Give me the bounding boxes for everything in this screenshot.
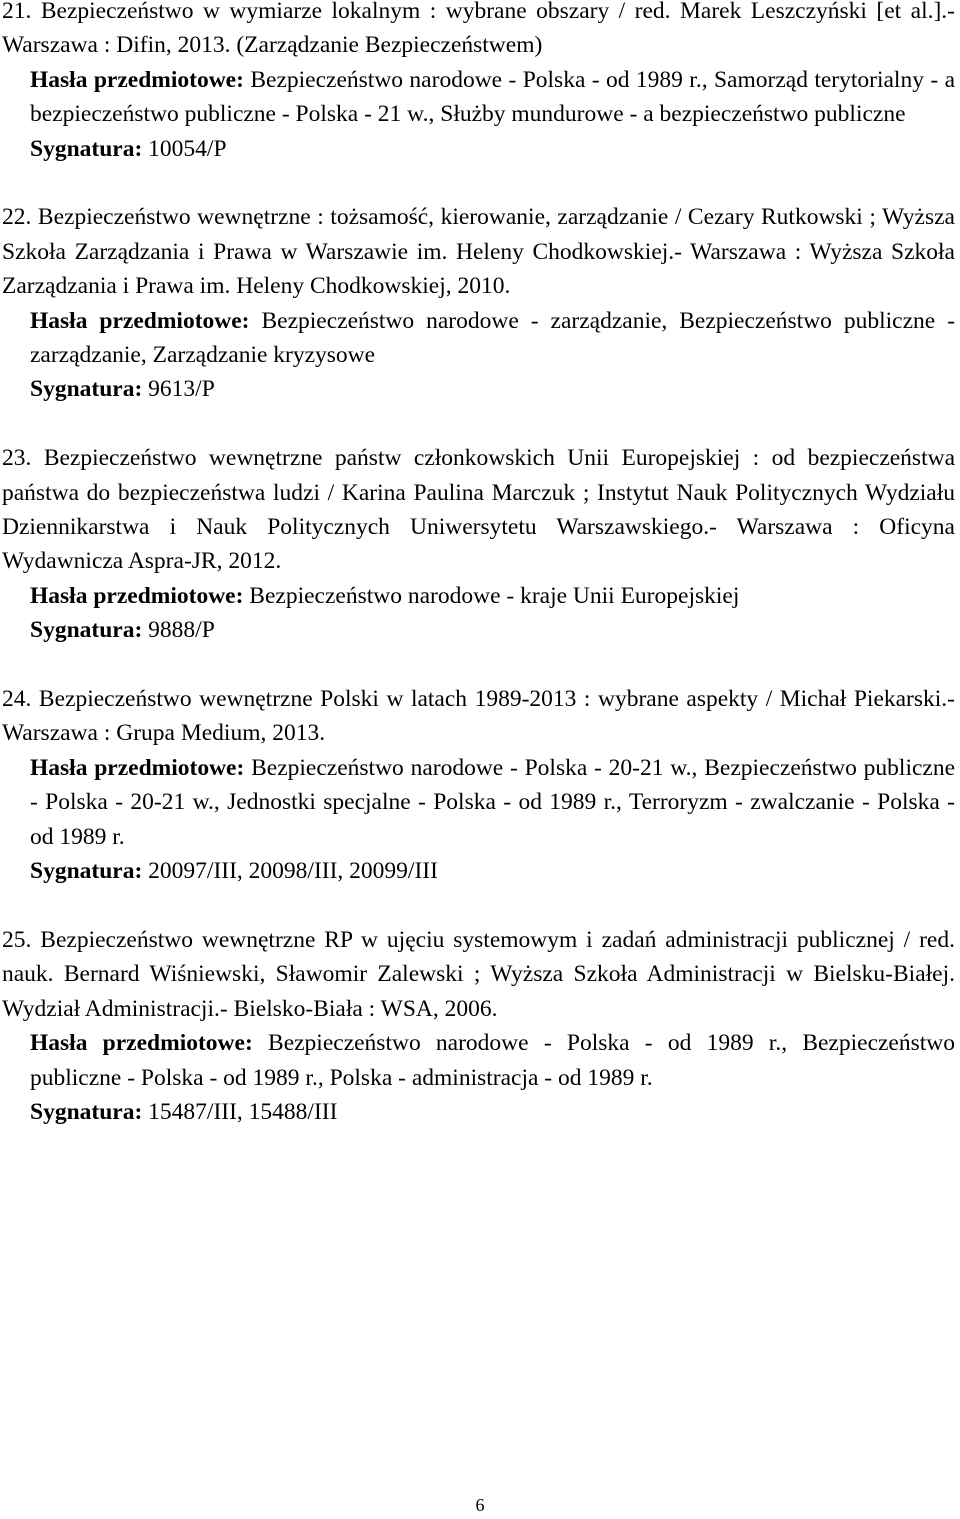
entry-signature: [2, 613, 955, 647]
entry-description: [2, 682, 955, 751]
subjects-text: Bezpieczeństwo narodowe - Polska - od 1989 r., Bezpieczeństwo publiczne - Polska - od 1989 r., Polska - administracja - od 1989 r.: [30, 1030, 956, 1091]
entry-number: 21.: [2, 0, 32, 24]
entry-signature: [2, 132, 955, 166]
subjects-text: Bezpieczeństwo narodowe - Polska - od 1989 r., Samorząd terytorialny - a bezpieczeństwo publiczne - Polska - 21 w., Służby mundurowe - a bezpieczeństwo publiczne: [30, 66, 956, 128]
subjects-label: Hasła przedmiotowe:: [30, 66, 244, 93]
subjects-text: Bezpieczeństwo narodowe - zarządzanie, Bezpieczeństwo publiczne - zarządzanie, Zarządzanie kryzysowe: [30, 307, 956, 369]
entry-number: 23.: [2, 445, 32, 472]
subjects-text: Bezpieczeństwo narodowe - kraje Unii Europejskiej: [249, 582, 740, 609]
entry-description: [2, 923, 955, 1026]
signature-text: 9613/P: [148, 376, 215, 403]
entry-number: 25.: [2, 926, 32, 953]
entry-subjects: [2, 1026, 955, 1095]
entry-number: 24.: [2, 686, 32, 713]
subjects-label: Hasła przedmiotowe:: [30, 754, 245, 781]
signature-text: 10054/P: [148, 135, 227, 162]
entry-description-text: Bezpieczeństwo wewnętrzne państw członkowskich Unii Europejskiej : od bezpieczeństwa państwa do bezpieczeństwa ludzi / Karina Paulina Marczuk ; Instytut Nauk Politycznych Wydziału Dziennikarstwa i Nauk Politycznych Uniwersytetu Warszawskiego.- Warszawa : Oficyna Wydawnicza Aspra-JR, 2012.: [2, 445, 956, 575]
entry-signature: [2, 372, 955, 406]
signature-text: 9888/P: [148, 617, 215, 644]
entry-description-text: Bezpieczeństwo wewnętrzne : tożsamość, kierowanie, zarządzanie / Cezary Rutkowski ; Wyższa Szkoła Zarządzania i Prawa w Warszawie im. Heleny Chodkowskiej.- Warszawa : Wyższa Szkoła Zarządzania i Prawa im. Heleny Chodkowskiej, 2010.: [2, 204, 955, 300]
signature-text: 15487/III, 15488/III: [148, 1098, 338, 1125]
entry-description-text: Bezpieczeństwo w wymiarze lokalnym : wybrane obszary / red. Marek Leszczyński [et al.].- Warszawa : Difin, 2013. (Zarządzanie Bezpieczeństwem): [2, 0, 956, 59]
bibliography-entry-25: [2, 923, 955, 1129]
subjects-label: Hasła przedmiotowe:: [30, 1030, 253, 1057]
entry-description: [2, 200, 955, 303]
bibliography-list: [2, 0, 955, 1164]
bibliography-entry-24: [2, 682, 955, 888]
entry-description-text: Bezpieczeństwo wewnętrzne RP w ujęciu systemowym i zadań administracji publicznej / red. nauk. Bernard Wiśniewski, Sławomir Zalewski ; Wyższa Szkoła Administracji w Bielsku-Białej. Wydział Administracji.- Bielsko-Biała : WSA, 2006.: [2, 926, 955, 1022]
entry-subjects: [2, 63, 955, 132]
entry-signature: [2, 854, 955, 888]
page-number: 6: [475, 1495, 485, 1515]
bibliography-entry-22: [2, 200, 955, 406]
entry-number: 22.: [2, 204, 32, 231]
signature-label: Sygnatura:: [30, 376, 143, 403]
signature-label: Sygnatura:: [30, 135, 143, 162]
entry-description: [2, 0, 955, 63]
signature-text: 20097/III, 20098/III, 20099/III: [148, 858, 438, 885]
entry-signature: [2, 1095, 955, 1129]
signature-label: Sygnatura:: [30, 617, 143, 644]
bibliography-entry-21: [2, 0, 955, 166]
subjects-label: Hasła przedmiotowe:: [30, 582, 244, 609]
signature-label: Sygnatura:: [30, 1098, 143, 1125]
entry-description-text: Bezpieczeństwo wewnętrzne Polski w latach 1989-2013 : wybrane aspekty / Michał Piekarski.- Warszawa : Grupa Medium, 2013.: [2, 686, 956, 747]
signature-label: Sygnatura:: [30, 858, 143, 885]
entry-subjects: [2, 304, 955, 373]
subjects-text: Bezpieczeństwo narodowe - Polska - 20-21 w., Bezpieczeństwo publiczne - Polska - 20-21 w., Jednostki specjalne - Polska - od 1989 r., Terroryzm - zwalczanie - Polska - od 1989 r.: [30, 754, 956, 850]
entry-subjects: [2, 751, 955, 854]
entry-description: [2, 441, 955, 579]
entry-subjects: [2, 579, 955, 613]
bibliography-entry-23: [2, 441, 955, 647]
subjects-label: Hasła przedmiotowe:: [30, 307, 250, 334]
